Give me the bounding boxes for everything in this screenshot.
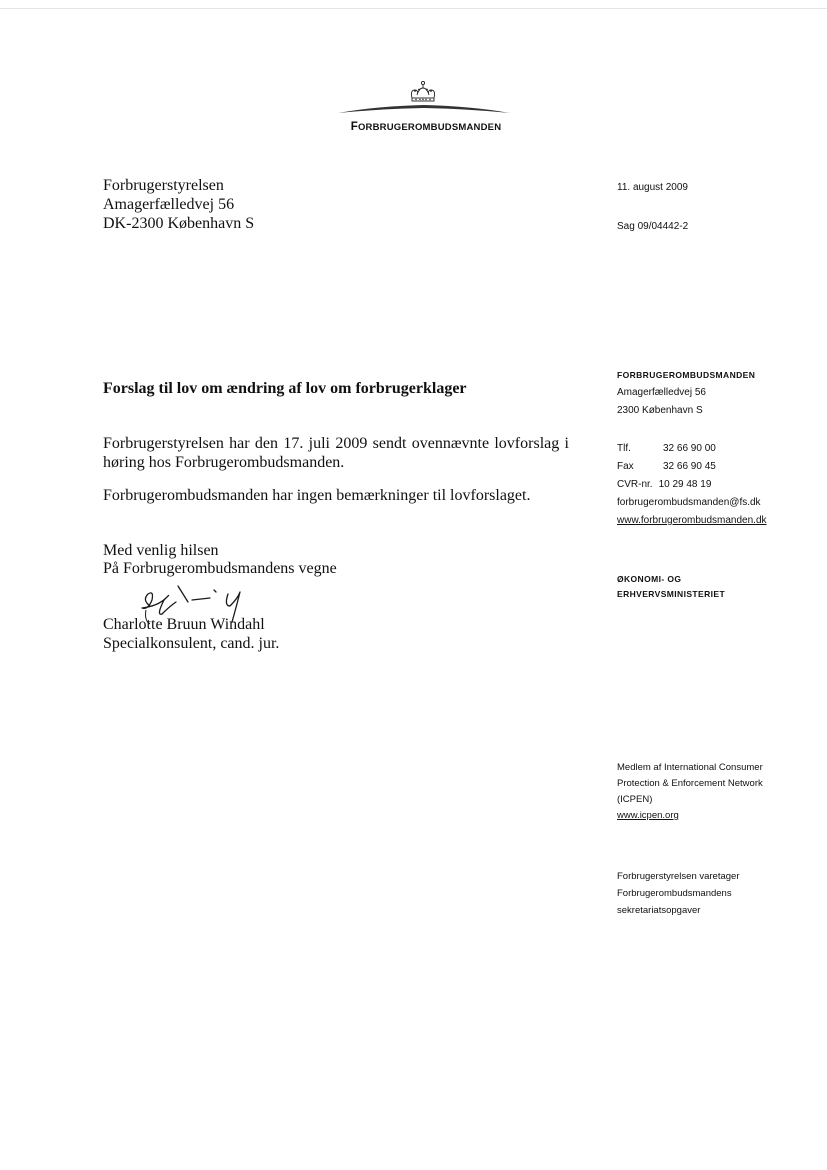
letter-subject: Forslag til lov om ændring af lov om forbrugerklager <box>103 380 467 397</box>
ministry-name <box>617 572 725 602</box>
cvr-row <box>617 476 767 494</box>
signer-block <box>103 615 279 653</box>
scan-edge-line <box>0 8 827 9</box>
fax-row <box>617 458 767 476</box>
sender-name: FORBRUGEROMBUDSMANDEN <box>617 370 756 380</box>
membership-line-3: (ICPEN) <box>617 794 653 805</box>
website-link[interactable]: www.forbrugerombudsmanden.dk <box>617 515 767 526</box>
closing-greeting: Med venlig hilsen <box>103 542 219 559</box>
signer-name: Charlotte Bruun Windahl <box>103 616 265 633</box>
ministry-line-1: ØKONOMI- OG <box>617 574 682 584</box>
signer-title: Specialkonsulent, cand. jur. <box>103 635 280 652</box>
closing <box>103 542 337 578</box>
body-paragraph-2: Forbrugerombudsmanden har ingen bemærkninger til lovforslaget. <box>103 487 531 504</box>
membership-note <box>617 760 763 824</box>
letter-date: 11. august 2009 <box>617 182 688 193</box>
secretariat-note <box>617 868 740 919</box>
recipient-city: DK-2300 København S <box>103 215 255 232</box>
letterhead-swash <box>338 100 510 116</box>
phone-value: 32 66 90 00 <box>663 443 716 454</box>
membership-line-1: Medlem af International Consumer <box>617 762 763 773</box>
cvr-value: 10 29 48 19 <box>658 479 712 490</box>
recipient-address <box>103 176 254 233</box>
secretariat-line-3: sekretariatsopgaver <box>617 905 701 916</box>
recipient-name: Forbrugerstyrelsen <box>103 177 224 194</box>
closing-on-behalf: På Forbrugerombudsmandens vegne <box>103 560 337 577</box>
phone-row <box>617 440 767 458</box>
sender-city: 2300 København S <box>617 405 703 416</box>
secretariat-line-2: Forbrugerombudsmandens <box>617 888 732 899</box>
ministry-line-2: ERHVERVSMINISTERIET <box>617 589 726 599</box>
recipient-street: Amagerfælledvej 56 <box>103 196 235 213</box>
secretariat-line-1: Forbrugerstyrelsen varetager <box>617 871 740 882</box>
case-number: Sag 09/04442-2 <box>617 221 689 232</box>
phone-label: Tlf. <box>617 443 631 454</box>
email-link[interactable]: forbrugerombudsmanden@fs.dk <box>617 497 761 508</box>
letterhead-brand: FORBRUGEROMBUDSMANDEN <box>350 121 502 133</box>
fax-value: 32 66 90 45 <box>663 461 716 472</box>
body-paragraph-1: Forbrugerstyrelsen har den 17. juli 2009 sendt ovennævnte lovforslag i høring hos Forbrugerombudsmanden. <box>103 435 569 471</box>
icpen-link[interactable]: www.icpen.org <box>617 810 679 821</box>
sender-street: Amagerfælledvej 56 <box>617 387 706 398</box>
sender-address <box>617 366 755 420</box>
fax-label: Fax <box>617 461 634 472</box>
membership-line-2: Protection & Enforcement Network <box>617 778 763 789</box>
cvr-label: CVR-nr. <box>617 479 653 490</box>
sender-contact <box>617 440 767 530</box>
